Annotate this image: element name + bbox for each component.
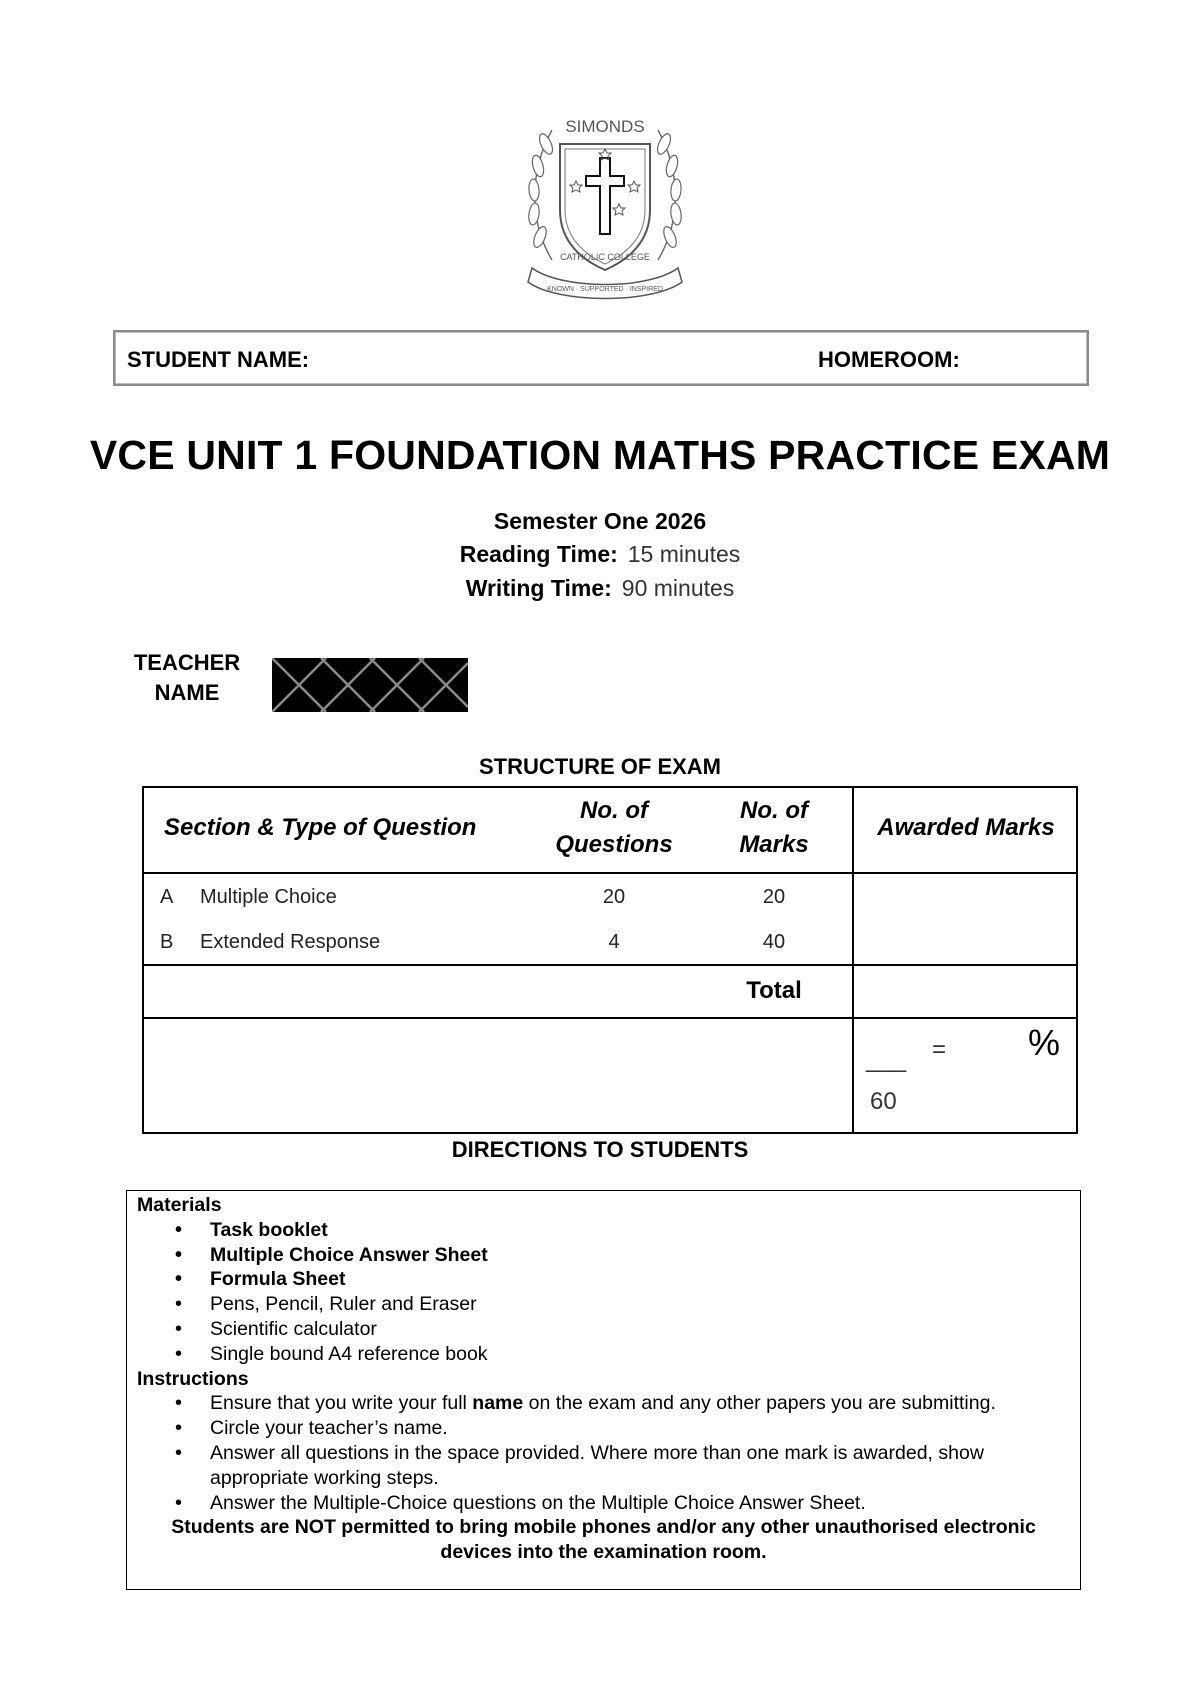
teacher-label-line1: TEACHER bbox=[133, 650, 241, 675]
exam-title: VCE UNIT 1 FOUNDATION MATHS PRACTICE EXAM bbox=[89, 432, 1111, 478]
mobile-phone-warning: Students are NOT permitted to bring mobile phones and/or any other unauthorised electronic devices into the examination room. bbox=[171, 1516, 1036, 1564]
header-questions-line1: No. of bbox=[580, 797, 648, 824]
table-rule bbox=[144, 872, 1076, 874]
crest-top-text: SIMONDS bbox=[565, 117, 645, 136]
directions-box bbox=[126, 1190, 1081, 1590]
total-label: Total bbox=[746, 977, 802, 1004]
semester-text: Semester One 2026 bbox=[493, 508, 707, 534]
teacher-name-label bbox=[122, 648, 252, 708]
list-item: • Answer all questions in the space provided. Where more than one mark is awarded, show appropriate working steps. bbox=[137, 1441, 1070, 1491]
row-b-type: Extended Response bbox=[200, 931, 381, 953]
header-awarded-marks: Awarded Marks bbox=[877, 814, 1055, 841]
percent-sign: % bbox=[1027, 1022, 1060, 1063]
row-a-questions: 20 bbox=[602, 886, 626, 908]
reading-time-value: 15 minutes bbox=[627, 541, 741, 567]
row-b-letter: B bbox=[160, 931, 174, 953]
writing-time bbox=[0, 575, 1200, 602]
homeroom-label: HOMEROOM: bbox=[818, 347, 960, 372]
instruction-text: on the exam and any other papers you are submitting. bbox=[523, 1392, 996, 1415]
instructions-list bbox=[137, 1391, 1070, 1515]
header-questions-line2: Questions bbox=[555, 831, 673, 858]
table-rule bbox=[144, 964, 1076, 966]
crest-college-text: CATHOLIC COLLEGE bbox=[560, 252, 650, 262]
row-a-letter: A bbox=[160, 886, 174, 908]
school-crest-logo bbox=[512, 110, 698, 310]
fraction-denominator: 60 bbox=[870, 1088, 897, 1115]
writing-time-value: 90 minutes bbox=[621, 575, 735, 601]
crest-motto-text: KNOWN · SUPPORTED · INSPIRED bbox=[547, 286, 663, 293]
list-item: • Task booklet bbox=[137, 1218, 1070, 1243]
row-b-questions: 4 bbox=[608, 931, 620, 953]
structure-table bbox=[142, 786, 1078, 1134]
list-item: • Single bound A4 reference book bbox=[137, 1342, 1070, 1367]
instruction-emphasis: name bbox=[472, 1392, 524, 1415]
reading-time bbox=[0, 541, 1200, 568]
writing-time-label: Writing Time: bbox=[465, 575, 612, 601]
instructions-heading: Instructions bbox=[137, 1367, 249, 1390]
materials-list bbox=[137, 1218, 1070, 1367]
header-marks bbox=[714, 794, 834, 862]
header-marks-line2: Marks bbox=[739, 831, 809, 858]
directions-heading: DIRECTIONS TO STUDENTS bbox=[451, 1137, 749, 1162]
instruction-text: Ensure that you write your full bbox=[210, 1392, 473, 1415]
reading-time-label: Reading Time: bbox=[459, 541, 618, 567]
list-item: • Circle your teacher’s name. bbox=[137, 1416, 1070, 1441]
row-b-marks: 40 bbox=[762, 931, 786, 953]
list-item: • Answer the Multiple-Choice questions on the Multiple Choice Answer Sheet. bbox=[137, 1491, 1070, 1516]
row-a-marks: 20 bbox=[762, 886, 786, 908]
materials-heading: Materials bbox=[137, 1194, 222, 1216]
list-item: • Scientific calculator bbox=[137, 1317, 1070, 1342]
student-details-box bbox=[113, 330, 1089, 386]
list-item: • Formula Sheet bbox=[137, 1267, 1070, 1292]
list-item: • Multiple Choice Answer Sheet bbox=[137, 1243, 1070, 1268]
header-section-type: Section & Type of Question bbox=[164, 814, 477, 841]
row-a-type: Multiple Choice bbox=[200, 886, 337, 908]
header-marks-line1: No. of bbox=[740, 797, 808, 824]
header-questions bbox=[544, 794, 684, 862]
teacher-name-redacted-box[interactable] bbox=[272, 658, 468, 712]
fraction-equals: = bbox=[931, 1036, 946, 1063]
student-name-label: STUDENT NAME: bbox=[127, 347, 310, 372]
table-rule bbox=[144, 1017, 1076, 1019]
list-item: • Pens, Pencil, Ruler and Eraser bbox=[137, 1292, 1070, 1317]
structure-heading: STRUCTURE OF EXAM bbox=[479, 754, 721, 779]
fraction-numerator: ___ bbox=[866, 1046, 907, 1073]
teacher-label-line2: NAME bbox=[154, 680, 220, 705]
list-item bbox=[137, 1391, 1070, 1416]
